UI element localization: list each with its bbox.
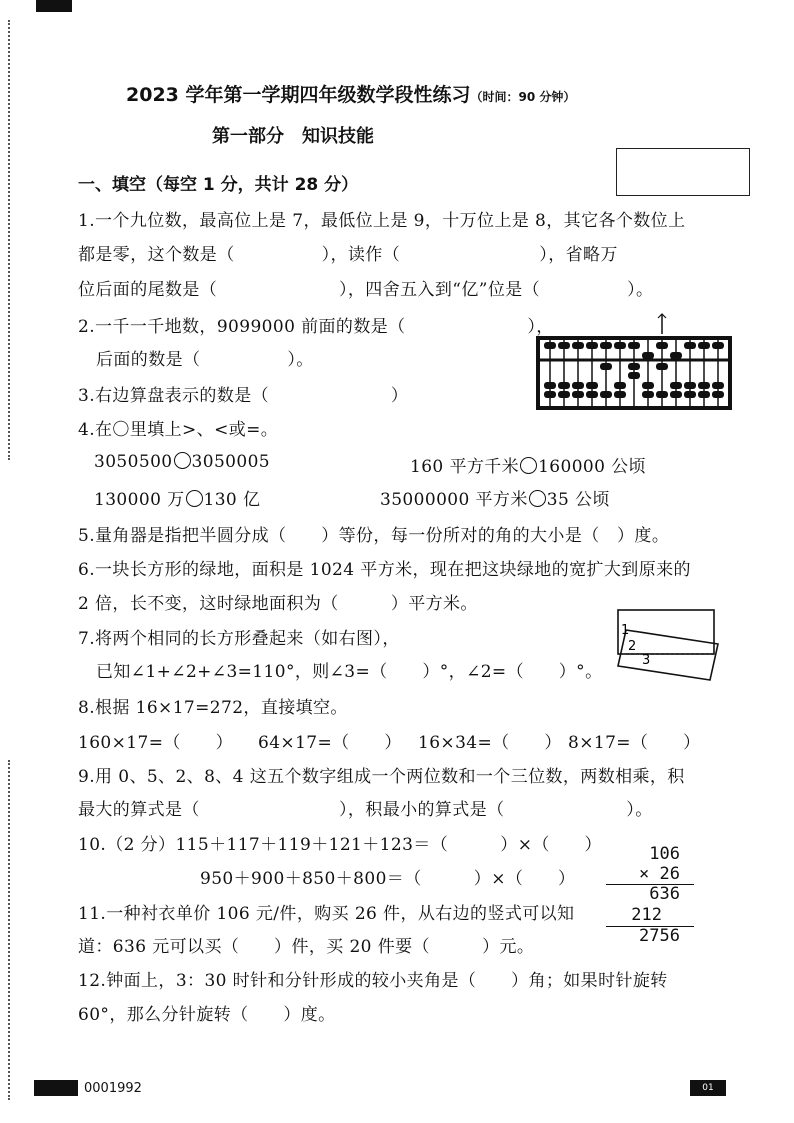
compare-circle-c[interactable] <box>186 490 203 507</box>
overlapping-rectangles-figure <box>612 604 724 684</box>
compare-circle-b[interactable] <box>520 457 537 474</box>
q4-line1: 4.在〇里填上>、<或=。 <box>78 420 279 440</box>
compare-circle-d[interactable] <box>529 490 546 507</box>
q1-line1: 1.一个九位数，最高位上是 7，最低位上是 9，十万位上是 8，其它各个数位上 <box>78 211 686 231</box>
q12-line2: 60°，那么分针旋转（ ）度。 <box>78 1005 336 1025</box>
q4-item-d <box>380 485 610 510</box>
calc-row-4: 212 <box>631 905 662 925</box>
page-number: 01 <box>690 1080 726 1096</box>
q4-d-right: 35 公顷 <box>546 490 610 510</box>
q1-line3: 位后面的尾数是（ ），四舍五入到“亿”位是（ ）。 <box>78 280 654 300</box>
q4-a-right: 3050005 <box>191 452 271 472</box>
q10-line2: 950＋900＋850＋800＝（ ）×（ ） <box>200 869 576 889</box>
section-heading: 一、填空（每空 1 分，共计 28 分） <box>78 175 359 195</box>
q8-item-4: 8×17=（ ） <box>568 733 701 753</box>
q5-line1: 5.量角器是指把半圆分成（ ）等份，每一份所对的角的大小是（ ）度。 <box>78 526 670 546</box>
q4-item-c <box>94 485 260 510</box>
q4-c-left: 130000 万 <box>94 490 185 510</box>
q1-line2: 都是零，这个数是（ ），读作（ ），省略万 <box>78 245 618 265</box>
q9-line2: 最大的算式是（ ），积最小的算式是（ ）。 <box>78 800 653 820</box>
page-title <box>126 80 575 107</box>
q8-item-3: 16×34=（ ） <box>418 733 562 753</box>
q11-line2: 道：636 元可以买（ ）件，买 20 件要（ ）元。 <box>78 937 535 957</box>
q2-line1: 2.一千一千地数，9099000 前面的数是（ ）， <box>78 317 554 337</box>
q4-b-left: 160 平方千米 <box>410 457 520 477</box>
score-box <box>616 148 750 196</box>
angle-label-2: 2 <box>628 639 637 654</box>
scan-mark <box>36 0 72 12</box>
q4-b-right: 160000 公顷 <box>538 457 646 477</box>
calc-row-5: 2756 <box>639 926 680 946</box>
title-text: 2023 学年第一学期四年级数学段性练习 <box>126 84 471 106</box>
q6-line1: 6.一块长方形的绿地，面积是 1024 平方米，现在把这块绿地的宽扩大到原来的 <box>78 560 691 580</box>
q4-a-left: 3050500 <box>94 452 173 472</box>
calc-row-2: × 26 <box>639 864 680 884</box>
q4-c-right: 130 亿 <box>203 490 261 510</box>
angle-label-1: 1 <box>621 623 630 638</box>
q3-line1: 3.右边算盘表示的数是（ ） <box>78 386 409 406</box>
q10-line1: 10.（2 分）115＋117＋119＋121＋123＝（ ）×（ ） <box>78 835 602 855</box>
q7-line1: 7.将两个相同的长方形叠起来（如右图）， <box>78 629 400 649</box>
calc-row-1: 106 <box>649 844 680 864</box>
q8-item-2: 64×17=（ ） <box>258 733 402 753</box>
calc-row-3: 636 <box>649 884 680 904</box>
q2-line2: 后面的数是（ ）。 <box>96 350 314 370</box>
q8-line1: 8.根据 16×17=272，直接填空。 <box>78 698 348 718</box>
part-heading: 第一部分 知识技能 <box>212 126 374 147</box>
binding-dotted-line-lower <box>8 760 10 1100</box>
footer-mark <box>34 1080 78 1096</box>
binding-dotted-line <box>8 20 10 460</box>
q6-line2: 2 倍，长不变，这时绿地面积为（ ）平方米。 <box>78 594 478 614</box>
q11-line1: 11.一种衬衣单价 106 元/件，购买 26 件，从右边的竖式可以知 <box>78 904 575 924</box>
time-note: （时间：90 分钟） <box>470 90 576 104</box>
q7-line2: 已知∠1+∠2+∠3=110°，则∠3=（ ）°，∠2=（ ）°。 <box>96 662 603 682</box>
footer-code: 0001992 <box>84 1081 142 1096</box>
q9-line1: 9.用 0、5、2、8、4 这五个数字组成一个两位数和一个三位数，两数相乘，积 <box>78 767 685 787</box>
angle-label-3: 3 <box>642 653 651 668</box>
q4-d-left: 35000000 平方米 <box>380 490 528 510</box>
q4-item-b <box>410 452 646 477</box>
q4-item-a <box>94 452 270 472</box>
compare-circle-a[interactable] <box>174 452 191 469</box>
q12-line1: 12.钟面上，3：30 时针和分针形成的较小夹角是（ ）角；如果时针旋转 <box>78 971 668 991</box>
abacus-figure <box>534 312 734 412</box>
q8-item-1: 160×17=（ ） <box>78 733 233 753</box>
